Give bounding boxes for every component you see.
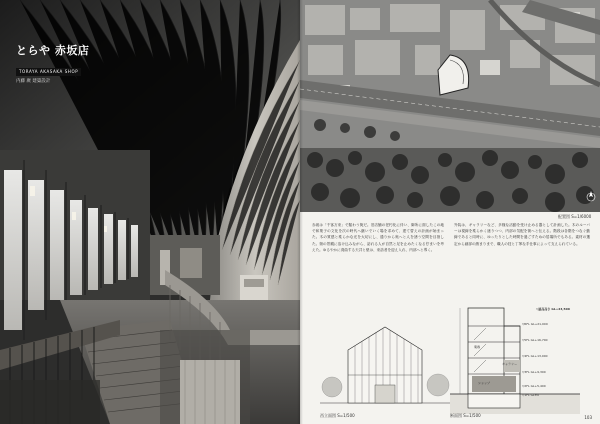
floor-level-label: ▽4FL GL+13,000 <box>522 354 548 358</box>
floor-level-label: ▽3FL GL+9,300 <box>522 370 546 374</box>
floor-level-label: ▽RFL GL+21,000 <box>522 322 548 326</box>
section-drawing <box>450 298 580 414</box>
floor-level-label: ▽5FL GL+16,700 <box>522 338 548 342</box>
page-gutter <box>297 0 303 424</box>
architect-credit: 内藤 廣 建築設計 <box>16 79 51 84</box>
section-caption: 断面図 S=1/500 <box>450 413 481 418</box>
body-text-column-2: 外装は、ギャラリーなど、多様な活動を受け止める器として計画した。木のルーバーは視線を柔らかく遮りつつ、内部の気配を街へと伝える。階段は各階をつなぐ動線であると同時に、ゆったりとした時間を過ごすための居場所でもある。素材の選定から細部の納まりまで、職人の技と丁寧な手仕事によって支えられている。 <box>454 223 590 246</box>
aerial-site-photo <box>300 0 600 212</box>
west-elevation-drawing <box>320 305 450 415</box>
site-plan-caption: 配置図 S=1/6000 <box>558 214 592 219</box>
floor-level-label: ▽2FL GL+5,400 <box>522 384 546 388</box>
room-label-shop: ショップ <box>478 381 490 385</box>
section-max-height-label: ▽最高高さ GL+24,500 <box>536 307 570 311</box>
drawings-page <box>300 0 600 424</box>
room-label-gallery: ギャラリー <box>502 362 518 366</box>
shop-title-en: TORAYA AKASAKA SHOP <box>16 68 81 76</box>
floor-level-label: ▽1FL GL±0 <box>522 393 539 397</box>
shop-title: とらや 赤坂店 <box>16 44 90 57</box>
page-number: 103 <box>584 415 592 420</box>
room-label-cafe: 菓寮 <box>474 345 481 349</box>
body-text-column-1: 赤坂は「千客万来」で賑わう街だ。旧店舗の老朽化に伴い、御所に面したこの地で和菓子の文化を次の時代へ継いでいく場を求めて、建て替えの計画が始まった。木の質感と柔らかな光を大切にし、通りから奥へと人を誘う空間を目指した。街の景観に溶け込みながら、訪れる人が自然と足を止めたくなる佇まいを考えた。ゆるやかに湾曲する天井と壁は、来訪者を迎え入れ、内部へと導く。 <box>312 223 444 252</box>
title-block <box>16 44 89 85</box>
elevation-caption: 西立面図 S=1/500 <box>320 413 355 418</box>
